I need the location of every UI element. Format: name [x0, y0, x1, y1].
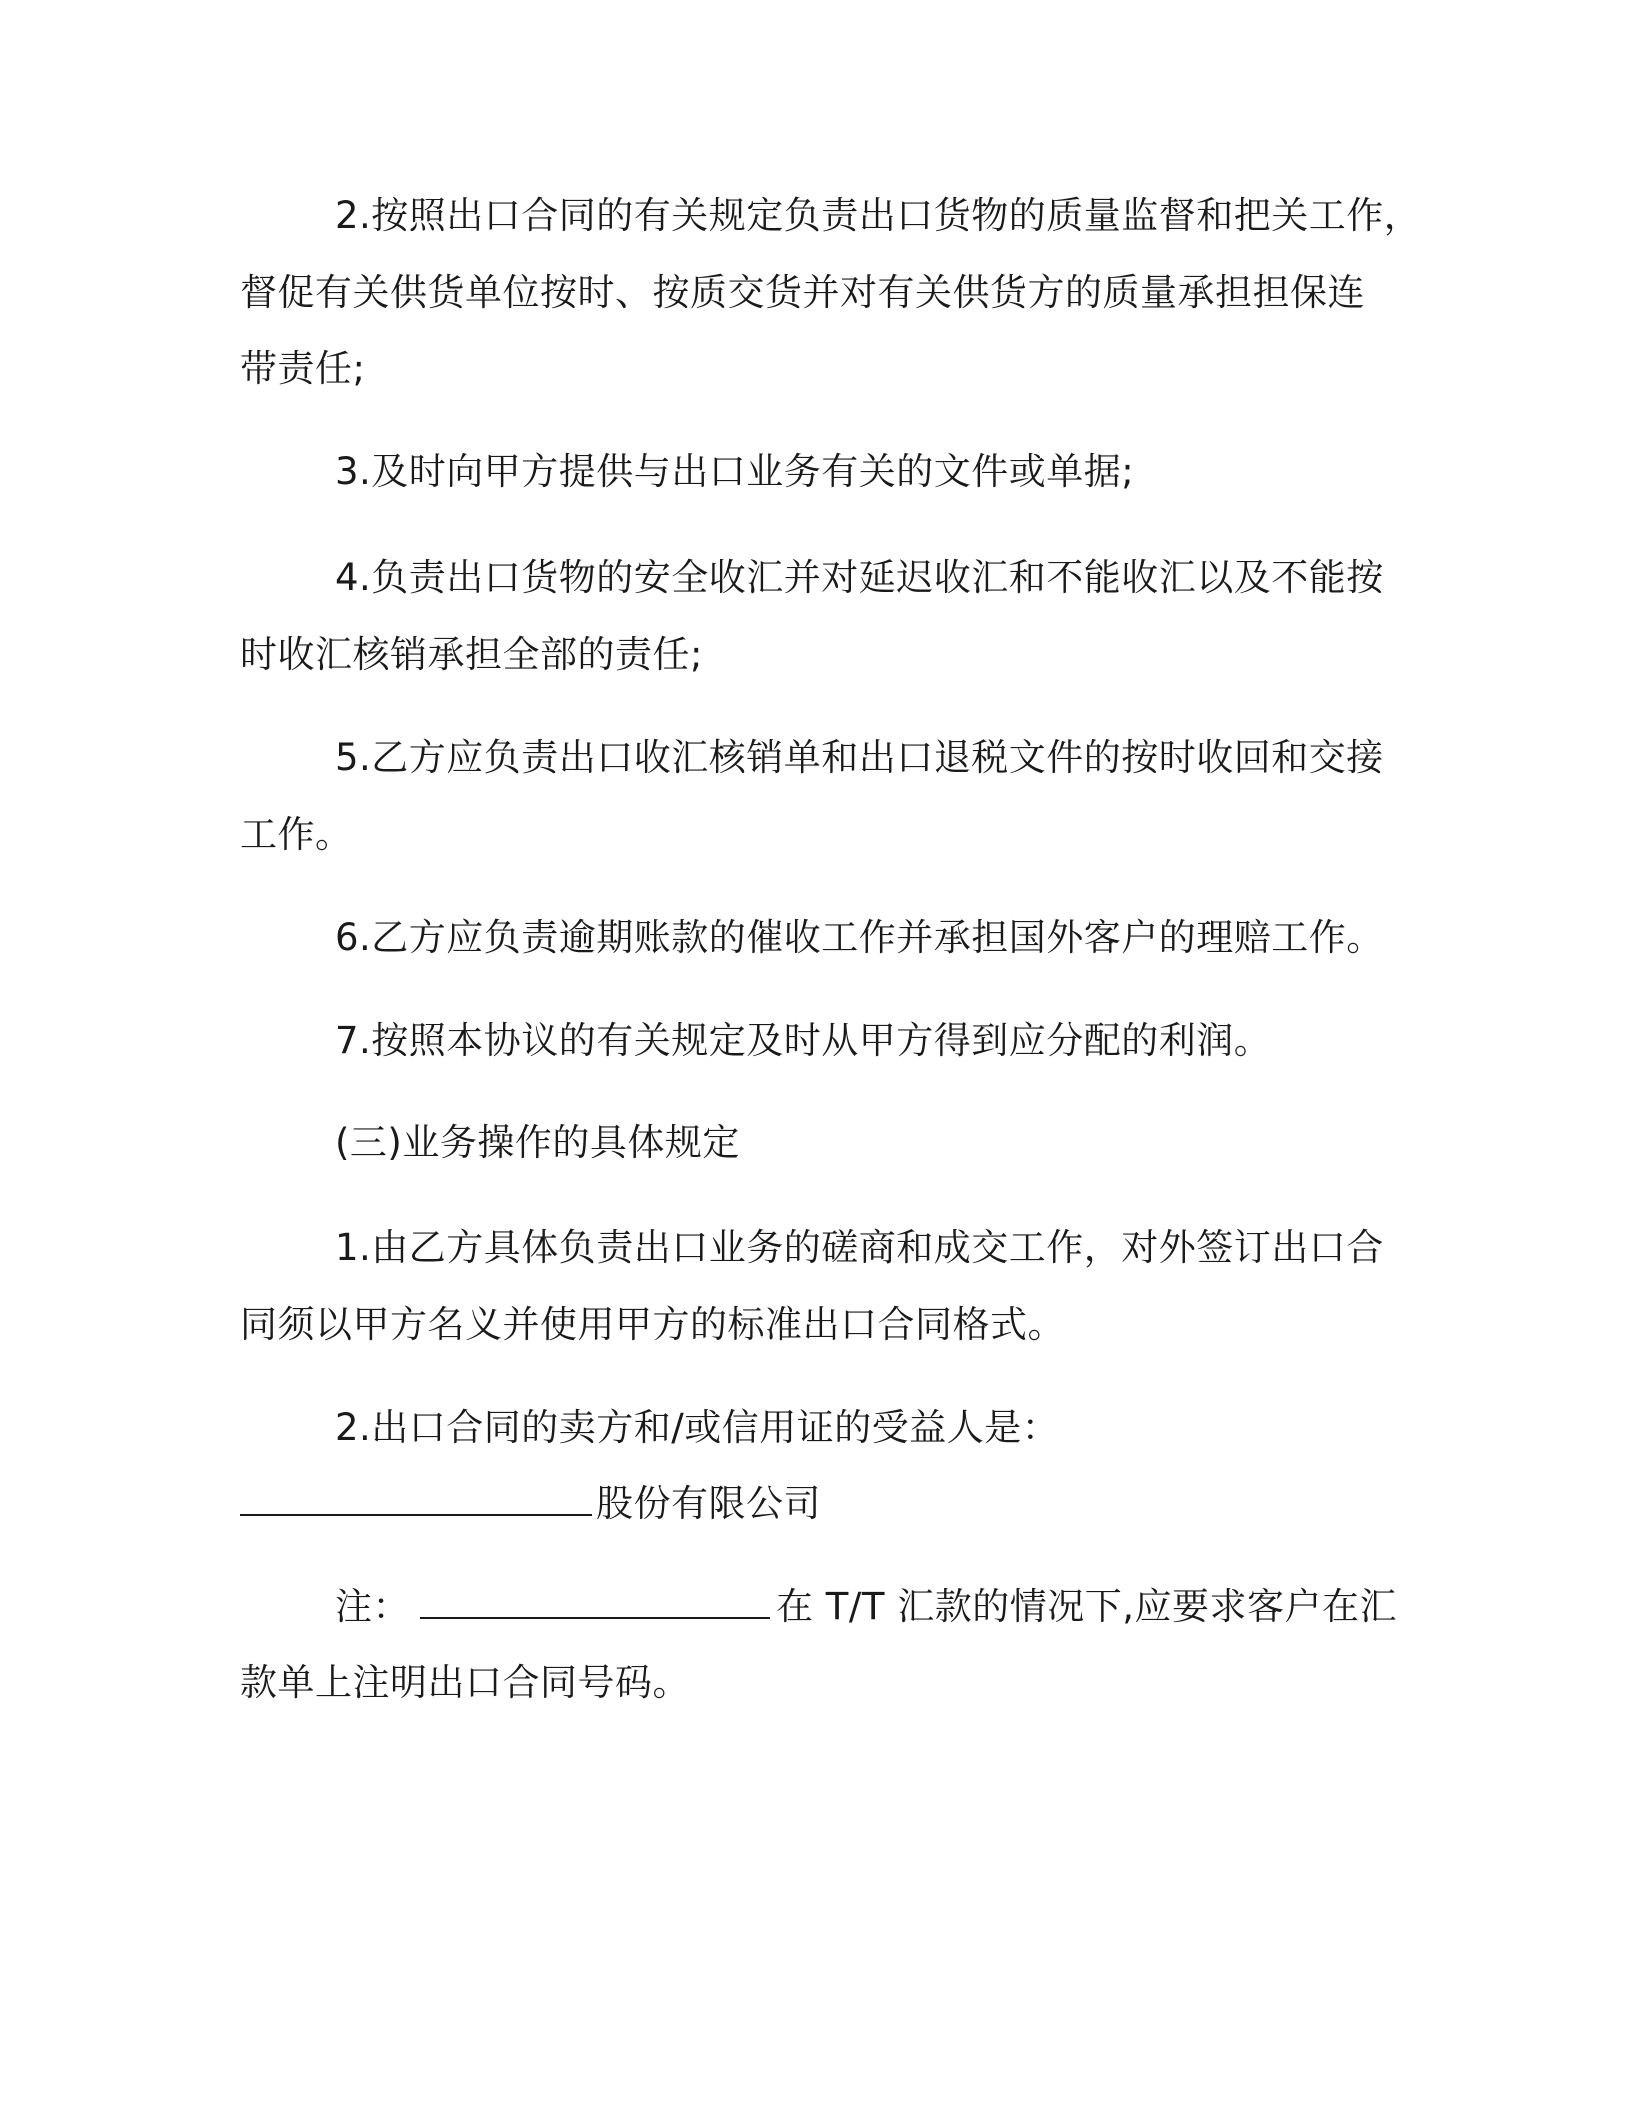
- beneficiary-line: [240, 1474, 821, 1534]
- paragraph-2-line-3: 带责任;: [240, 347, 366, 390]
- paragraph-5-line-1: 5.乙方应负责出口收汇核销单和出口退税文件的按时收回和交接: [335, 736, 1384, 779]
- paragraph-7-line-1: 7.按照本协议的有关规定及时从甲方得到应分配的利润。: [335, 1019, 1272, 1062]
- section-heading: (三)业务操作的具体规定: [335, 1121, 740, 1164]
- paragraph-8-line-2: 同须以甲方名义并使用甲方的标准出口合同格式。: [240, 1303, 1065, 1346]
- paragraph-9-line-1: 2.出口合同的卖方和/或信用证的受益人是：: [335, 1406, 1060, 1449]
- beneficiary-name-blank[interactable]: [240, 1480, 592, 1516]
- paragraph-4-line-1: 4.负责出口货物的安全收汇并对延迟收汇和不能收汇以及不能按: [335, 556, 1384, 599]
- paragraph-2-line-2: 督促有关供货单位按时、按质交货并对有关供货方的质量承担担保连: [240, 271, 1365, 314]
- paragraph-3-line-1: 3.及时向甲方提供与出口业务有关的文件或单据;: [335, 450, 1135, 493]
- paragraph-8-line-1: 1.由乙方具体负责出口业务的磋商和成交工作，对外签订出口合: [335, 1226, 1384, 1269]
- paragraph-4-line-2: 时收汇核销承担全部的责任;: [240, 633, 703, 676]
- company-suffix: 股份有限公司: [596, 1482, 821, 1525]
- note-label: 注：: [335, 1585, 410, 1628]
- note-text: 在 T/T 汇款的情况下,应要求客户在汇: [776, 1585, 1397, 1628]
- paragraph-5-line-2: 工作。: [240, 813, 353, 856]
- paragraph-6-line-1: 6.乙方应负责逾期账款的催收工作并承担国外客户的理赔工作。: [335, 916, 1384, 959]
- note-blank[interactable]: [420, 1583, 770, 1619]
- note-line-1: [335, 1577, 1397, 1637]
- paragraph-2-line-1: 2.按照出口合同的有关规定负责出口货物的质量监督和把关工作，: [335, 194, 1422, 237]
- note-line-2: 款单上注明出口合同号码。: [240, 1661, 690, 1704]
